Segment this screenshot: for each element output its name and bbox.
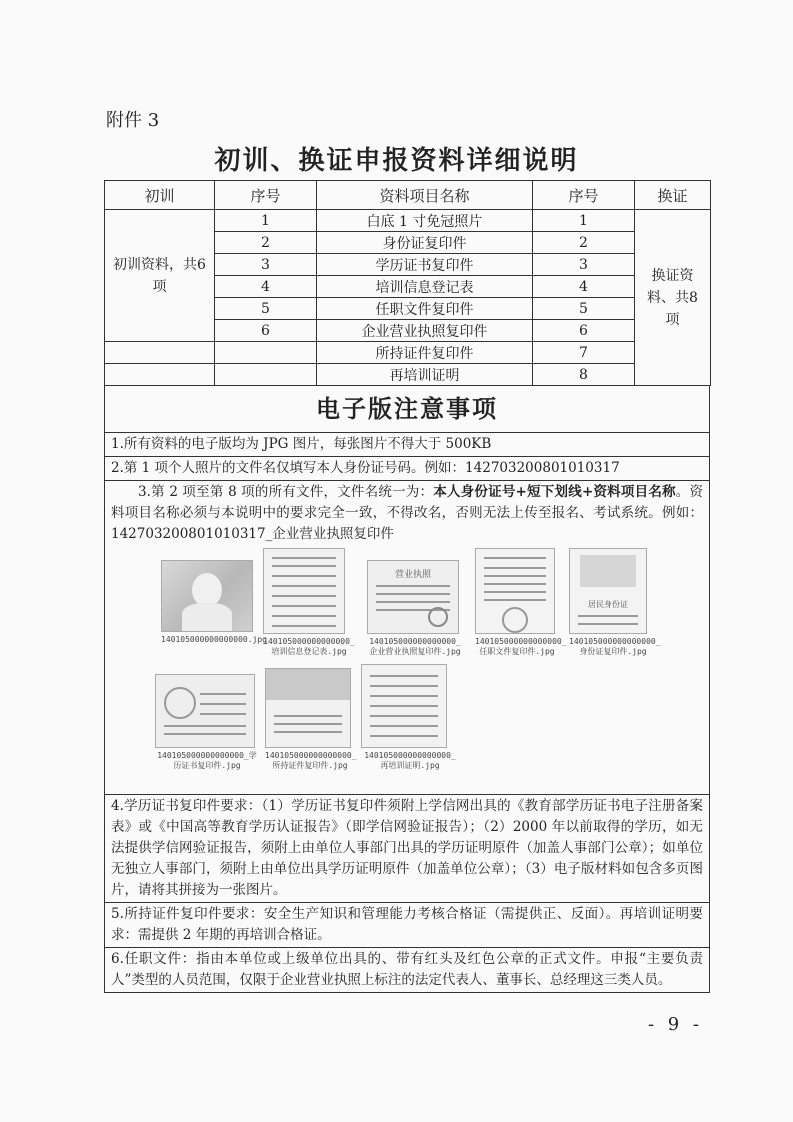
item-name: 学历证书复印件: [317, 254, 533, 276]
header-item-name: 资料项目名称: [317, 181, 533, 210]
table-row: [105, 364, 711, 386]
initial-no: [215, 364, 317, 386]
note-3-post: 。资料项目名称必须与本说明中的要求完全一致，不得改名，否则无法上传至报名、考试系统。例如：142703200801010317_企业营业执照复印件: [111, 484, 703, 542]
attachment-label: 附件 3: [106, 110, 160, 131]
initial-empty: [105, 364, 215, 386]
header-initial-no: 序号: [215, 181, 317, 210]
header-renewal-no: 序号: [533, 181, 635, 210]
note-1: 1.所有资料的电子版均为 JPG 图片，每张图片不得大于 500KB: [104, 433, 710, 457]
caption-retraining: 140105000000000000_再培训证明.jpg: [364, 751, 456, 770]
table-row: [105, 210, 711, 232]
caption-diploma: 140105000000000000_学历证书复印件.jpg: [157, 751, 257, 770]
example-photo: [161, 560, 267, 645]
example-gallery: [104, 546, 710, 795]
example-retraining: [361, 664, 459, 771]
item-name: 白底 1 寸免冠照片: [317, 210, 533, 232]
renewal-no: 2: [533, 232, 635, 254]
renewal-no: 4: [533, 276, 635, 298]
materials-table: [104, 180, 711, 386]
renewal-no: 7: [533, 342, 635, 364]
document-body: [104, 180, 710, 988]
initial-no: 2: [215, 232, 317, 254]
renewal-no: 3: [533, 254, 635, 276]
page-title: 初训、换证申报资料详细说明: [214, 146, 579, 176]
initial-group-label: 初训资料，共6项: [105, 210, 215, 342]
renewal-group-label: 换证资料、共8项: [635, 210, 711, 386]
initial-no: 1: [215, 210, 317, 232]
idcard-header: 居民身份证: [588, 600, 628, 609]
example-diploma: [155, 674, 259, 771]
renewal-no: 5: [533, 298, 635, 320]
initial-no: 6: [215, 320, 317, 342]
initial-no: [215, 342, 317, 364]
initial-no: 4: [215, 276, 317, 298]
example-certificate: [265, 668, 355, 771]
example-training-form: [263, 548, 355, 657]
renewal-no: 8: [533, 364, 635, 386]
initial-no: 5: [215, 298, 317, 320]
caption-certificate: 140105000000000000_所持证件复印件.jpg: [265, 751, 357, 770]
item-name: 任职文件复印件: [317, 298, 533, 320]
example-appointment: [475, 548, 567, 657]
example-idcard: [569, 548, 661, 657]
renewal-no: 1: [533, 210, 635, 232]
note-3-bold: 本人身份证号+短下划线+资料项目名称: [433, 484, 676, 500]
note-3-pre: 3.第 2 项至第 8 项的所有文件，文件名统一为：: [138, 484, 434, 500]
item-name: 身份证复印件: [317, 232, 533, 254]
note-2: 2.第 1 项个人照片的文件名仅填写本人身份证号码。例如：142703200801010317: [104, 457, 710, 481]
table-header-row: [105, 181, 711, 210]
note-6: 6.任职文件：指由本单位或上级单位出具的、带有红头及红色公章的正式文件。申报“主要负责人”类型的人员范围，仅限于企业营业执照上标注的法定代表人、董事长、总经理这三类人员。: [104, 948, 710, 993]
renewal-no: 6: [533, 320, 635, 342]
caption-training-form: 140105000000000000_培训信息登记表.jpg: [263, 637, 355, 656]
header-initial: 初训: [105, 181, 215, 210]
table-row: [105, 342, 711, 364]
note-5: 5.所持证件复印件要求：安全生产知识和管理能力考核合格证（需提供正、反面）。再培训证明要求：需提供 2 年期的再培训合格证。: [104, 903, 710, 948]
note-3: [104, 481, 710, 546]
caption-license: 140105000000000000_企业营业执照复印件.jpg: [369, 637, 461, 656]
caption-photo: 140105000000000000.jpg: [161, 635, 267, 644]
page-number: - 9 -: [647, 1014, 703, 1035]
caption-idcard: 140105000000000000_身份证复印件.jpg: [569, 637, 661, 656]
header-renewal: 换证: [635, 181, 711, 210]
caption-appointment: 140105000000000000_任职文件复印件.jpg: [475, 637, 567, 656]
item-name: 培训信息登记表: [317, 276, 533, 298]
initial-no: 3: [215, 254, 317, 276]
item-name: 再培训证明: [317, 364, 533, 386]
item-name: 企业营业执照复印件: [317, 320, 533, 342]
note-4: 4.学历证书复印件要求：（1）学历证书复印件须附上学信网出具的《教育部学历证书电子注册备案表》或《中国高等教育学历认证报告》（即学信网验证报告）；（2）2000 年以前取得的学历，如无法提供学信网验证报告，须附上由单位人事部门出具的学历证明原件（加盖人事部门公章）；如单位无独立人事部门，须附上由单位出具学历证明原件（加盖单位公章）；（3）电子版材料如包含多页图片，请将其拼接为一张图片。: [104, 795, 710, 903]
example-license: [367, 560, 463, 657]
electronic-notes-title: 电子版注意事项: [104, 386, 710, 433]
license-header: 营业执照: [394, 570, 431, 580]
item-name: 所持证件复印件: [317, 342, 533, 364]
initial-empty: [105, 342, 215, 364]
